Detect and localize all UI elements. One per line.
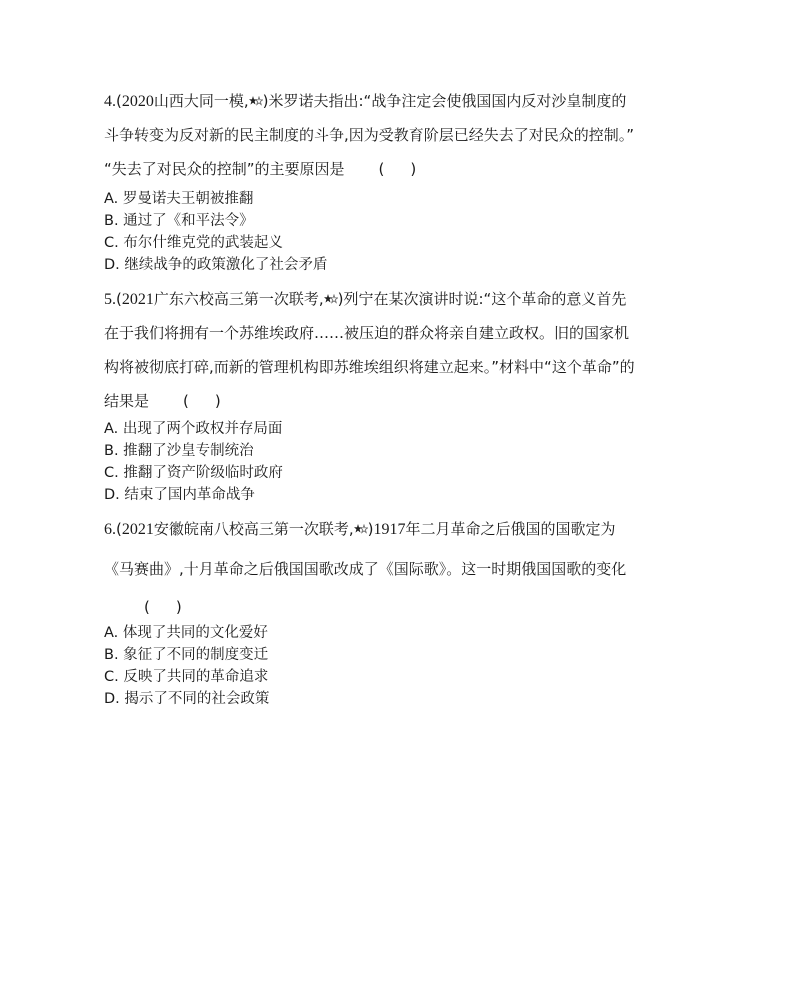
question-number: 4.: [104, 93, 116, 110]
option-a[interactable]: A. 罗曼诺夫王朝被推翻: [104, 191, 254, 207]
source-name: 广东六校高三第一次联考,: [153, 290, 324, 308]
answer-paren-close: ): [410, 160, 417, 178]
question-text: 构将被彻底打碎,而新的管理机构即苏维埃组织将建立起来。”材料中“这个革命”的: [104, 358, 635, 376]
answer-paren-close: ): [214, 392, 221, 410]
question-4-line-3: [104, 160, 704, 190]
two-star-difficulty-icon: [354, 524, 368, 534]
question-text: 结果是: [104, 392, 150, 410]
question-5-line-3: [104, 358, 704, 392]
question-4-options: [104, 190, 704, 278]
question-text: 在于我们将拥有一个苏维埃政府……被压迫的群众将亲自建立政权。旧的国家机: [104, 324, 630, 342]
question-5: [104, 290, 704, 508]
option-d[interactable]: D. 揭示了不同的社会政策: [104, 691, 270, 707]
question-text: 列宁在某次演讲时说:“这个革命的意义首先: [343, 290, 627, 308]
question-5-line-2: [104, 324, 704, 358]
source-name: 山西大同一模,: [153, 92, 249, 110]
option-b[interactable]: B. 推翻了沙皇专制统治: [104, 443, 254, 459]
option-a[interactable]: A. 出现了两个政权并存局面: [104, 421, 283, 437]
source-year: 2021: [121, 291, 154, 308]
source-open: (: [116, 290, 122, 308]
source-year: 2020: [121, 93, 154, 110]
answer-paren-open: (: [144, 598, 150, 616]
source-name: 安徽皖南八校高三第一次联考,: [153, 520, 354, 538]
option-a[interactable]: A. 体现了共同的文化爱好: [104, 625, 268, 641]
question-4: [104, 92, 704, 278]
source-close: ): [367, 520, 374, 538]
question-6-line-3: [104, 598, 704, 624]
source-close: ): [337, 290, 344, 308]
question-text: “失去了对民众的控制”的主要原因是: [104, 160, 345, 178]
source-year-1917: 1917: [373, 521, 406, 538]
question-text: 米罗诺夫指出:“战争注定会使俄国国内反对沙皇制度的: [268, 92, 627, 110]
question-5-line-1: [104, 290, 704, 324]
question-number: 5.: [104, 291, 116, 308]
question-6-line-2: [104, 560, 704, 598]
two-star-difficulty-icon: [324, 294, 338, 304]
option-d[interactable]: D. 结束了国内革命战争: [104, 487, 255, 503]
question-text: 《马赛曲》,十月革命之后俄国国歌改成了《国际歌》。这一时期俄国国歌的变化: [104, 560, 627, 578]
answer-paren-close: ): [175, 598, 182, 616]
option-c[interactable]: C. 反映了共同的革命追求: [104, 669, 269, 685]
question-text: 年二月革命之后俄国的国歌定为: [405, 520, 616, 538]
question-6: [104, 520, 704, 712]
question-5-line-4: [104, 392, 704, 420]
source-open: (: [116, 92, 122, 110]
question-number: 6.: [104, 521, 116, 538]
source-year: 2021: [121, 521, 154, 538]
question-text: 斗争转变为反对新的民主制度的斗争,因为受教育阶层已经失去了对民众的控制。”: [104, 126, 635, 144]
option-b[interactable]: B. 象征了不同的制度变迁: [104, 647, 269, 663]
answer-paren-open: (: [378, 160, 385, 178]
question-4-line-2: [104, 126, 704, 160]
option-d[interactable]: D. 继续战争的政策激化了社会矛盾: [104, 257, 328, 273]
two-star-difficulty-icon: [249, 96, 263, 106]
answer-paren-open: (: [183, 392, 189, 410]
source-close: ): [262, 92, 269, 110]
question-4-line-1: [104, 92, 704, 126]
question-6-line-1: [104, 520, 704, 560]
option-b[interactable]: B. 通过了《和平法令》: [104, 213, 254, 229]
question-6-options: [104, 624, 704, 712]
question-5-options: [104, 420, 704, 508]
source-open: (: [116, 520, 122, 538]
option-c[interactable]: C. 布尔什维克党的武装起义: [104, 235, 283, 251]
option-c[interactable]: C. 推翻了资产阶级临时政府: [104, 465, 283, 481]
